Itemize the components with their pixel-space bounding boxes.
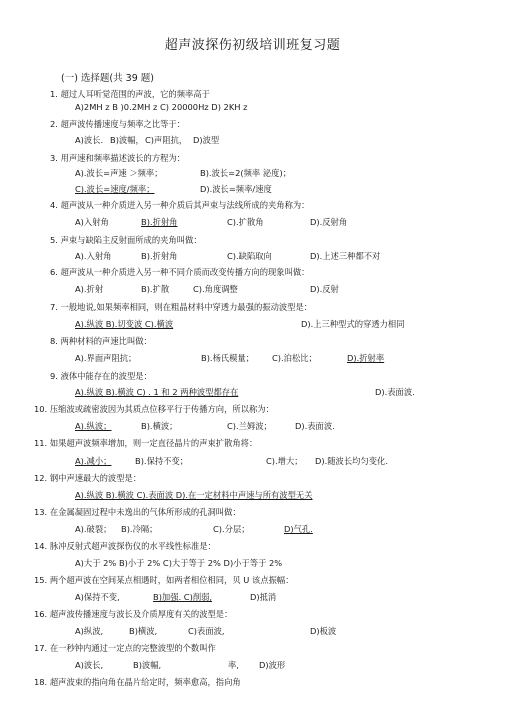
option-d: D).表面波. (295, 421, 335, 431)
option-d: D)板波 (310, 626, 337, 636)
question-stem: 在一秒钟内通过一定点的完整波型的个数叫作 (49, 643, 216, 653)
question-5-options (75, 250, 495, 262)
option-a: A).界面声阻抗； (75, 353, 137, 363)
option-a-b-c: A).纵波 B).横波 C) . 1 和 2 两种波型都存在 (75, 387, 239, 397)
question-stem: 压缩波或疏密波因为其质点位移平行于传播方向，所以称为： (49, 404, 274, 414)
option-a: A).减小； (75, 456, 112, 466)
question-17-options (75, 659, 495, 671)
question-stem: 脉冲反射式超声波探伤仪的水平线性标准是： (49, 541, 216, 551)
option-a: A)纵波, (75, 626, 104, 636)
question-7 (50, 301, 312, 313)
question-11-options (75, 455, 495, 467)
question-number: 16. (34, 609, 48, 619)
question-2-options (75, 134, 495, 146)
question-stem: 两个超声波在空间某点相遇时，如两者相位相同，贝 U 该点振幅： (49, 575, 294, 585)
question-stem: 钢中声速最大的波型是： (49, 473, 142, 483)
option-b-c: B)加强. C)削弱, (153, 592, 213, 602)
option-c: C).波长=速度/频率； (75, 184, 155, 194)
question-14 (34, 540, 216, 552)
option-d: D)波形 (259, 660, 286, 670)
question-8 (50, 335, 152, 347)
question-stem: 超声波从一种介质进入另一种不同介质而改变传播方向的现象叫做： (60, 267, 310, 277)
question-15-options (75, 591, 495, 603)
option-a: A)保持不变, (75, 592, 120, 602)
option-d: D).表面波. (375, 387, 415, 397)
option-d: D)波型 (193, 135, 220, 145)
question-5 (50, 234, 202, 246)
question-number: 9. (50, 371, 58, 381)
option-d: D).上述三种都不对 (310, 251, 381, 261)
option-c: C).增大； (266, 456, 303, 466)
question-1 (50, 88, 210, 100)
option-line: A)大于 2% B)小于 2% C)大于等于 2% D)小于等于 2% (75, 558, 283, 568)
question-stem: 超声波传播速度与波长及介质厚度有关的波型是： (49, 609, 233, 619)
option-c: C).分层； (213, 524, 250, 534)
option-a: A).波长=声速 ＞频率； (75, 168, 163, 178)
question-15 (34, 574, 294, 586)
option-b: B).折射角 (141, 217, 178, 227)
document-title: 超声波探伤初级培训班复习题 (164, 38, 341, 53)
question-18 (34, 676, 241, 688)
option-a: A)波长. (75, 135, 104, 145)
question-1-options (75, 102, 495, 114)
option-d: D)气孔. (284, 524, 313, 534)
question-6-options (75, 283, 495, 295)
option-d: D).上三种型式的穿透力相同 (301, 319, 405, 329)
section-heading: (一) 选择题(共 39 题) (61, 73, 154, 84)
option-d: D).波长=频率/速度 (200, 184, 272, 194)
option-b: B).杨氏模量； (201, 353, 255, 363)
question-number: 11. (34, 438, 48, 448)
question-number: 7. (50, 302, 58, 312)
option-c: C).扩散角 (227, 217, 264, 227)
option-a: A)入射角 (75, 217, 109, 227)
question-7-options (75, 318, 495, 330)
question-number: 12. (34, 473, 48, 483)
option-b: B).折射角 (141, 251, 178, 261)
option-a: A).纵波； (75, 421, 112, 431)
question-number: 8. (50, 336, 58, 346)
question-stem: 两种材料的声速比叫做： (60, 336, 152, 346)
question-stem: 超声波传播速度与频率之比等于： (60, 119, 186, 129)
option-c: C).缺陷取向 (227, 251, 272, 261)
option-a: A).破裂； (75, 524, 112, 534)
option-b: B).冷隔； (121, 524, 158, 534)
option-b: B).保持不变； (135, 456, 189, 466)
option-b: B).波长=2(频率 泌度)； (200, 168, 291, 178)
option-d: D)抵消 (250, 592, 277, 602)
question-stem: 超声波束的指向角在晶片给定时，频率愈高，指向角 (49, 677, 241, 687)
option-c: C).泊松比； (272, 353, 317, 363)
question-number: 4. (50, 200, 58, 210)
option-b: B)波幅， (110, 135, 144, 145)
question-number: 14. (34, 541, 48, 551)
option-line: A)2MH z B )0.2MH z C) 20000Hz D) 2KH z (75, 102, 248, 112)
question-stem: 超过人耳听觉范围的声波，它的频率高于 (60, 89, 210, 99)
question-stem: 液体中能存在的波型是： (60, 371, 152, 381)
option-d: D).折射率 (347, 353, 385, 363)
option-b: B).扩散 (141, 284, 170, 294)
option-b: B)波幅, (133, 660, 162, 670)
option-a: A).折射 (75, 284, 104, 294)
question-11 (34, 437, 257, 449)
question-2 (50, 118, 185, 130)
question-10-options (75, 420, 495, 432)
question-17 (34, 642, 216, 654)
option-a: A).入射角 (75, 251, 112, 261)
question-number: 3. (50, 153, 58, 163)
question-4 (50, 199, 309, 211)
question-16 (34, 608, 232, 620)
question-stem: 如果超声波频率增加，则一定直径晶片的声束扩散角将： (49, 438, 258, 448)
question-4-options (75, 216, 495, 228)
question-number: 5. (50, 235, 58, 245)
option-d: D).随波长均匀变化. (315, 456, 388, 466)
question-stem: 超声波从一种介质进入另一种介质后其声束与法线所成的夹角称为： (60, 200, 310, 210)
option-a-b-c: A).纵波 B).切变波 C).横波 (75, 319, 174, 329)
option-b: B).横波； (141, 421, 178, 431)
question-6 (50, 266, 309, 278)
question-13-options (75, 523, 495, 535)
question-3-options-row2 (75, 183, 495, 195)
question-9 (50, 370, 152, 382)
question-stem: 声束与缺陷主反射面所成的夹角叫做： (60, 235, 202, 245)
option-d: D).反射角 (310, 217, 348, 227)
question-12 (34, 472, 141, 484)
question-number: 6. (50, 267, 58, 277)
question-14-options (75, 557, 495, 569)
question-number: 1. (50, 89, 58, 99)
question-3 (50, 152, 185, 164)
question-9-options (75, 386, 495, 398)
question-8-options (75, 352, 495, 364)
question-12-options (75, 489, 495, 501)
question-stem: 一般地说,如果频率相同，则在粗晶材料中穿透力最强的振动波型是： (60, 302, 313, 312)
question-number: 10. (34, 404, 48, 414)
option-c: 率, (228, 660, 239, 670)
question-10 (34, 403, 274, 415)
option-c: C)声阻抗， (145, 135, 188, 145)
question-3-options-row1 (75, 167, 495, 179)
option-c: C).角度调整 (193, 284, 238, 294)
question-stem: 在金属凝固过程中未逸出的气体所形成的孔洞叫做： (49, 507, 241, 517)
question-number: 13. (34, 507, 48, 517)
option-line: A).纵波 B).横波 C).表面波 D).在一定材料中声速与所有波型无关 (75, 490, 313, 500)
option-a: A)波长, (75, 660, 104, 670)
option-d: D).反射 (310, 284, 339, 294)
question-stem: 用声速和频率描述波长的方程为： (60, 153, 186, 163)
option-b: B)横波, (129, 626, 158, 636)
option-c: C).兰姆波； (227, 421, 272, 431)
question-16-options (75, 625, 495, 637)
question-number: 18. (34, 677, 48, 687)
question-13 (34, 506, 241, 518)
question-number: 2. (50, 119, 58, 129)
question-number: 17. (34, 643, 48, 653)
question-number: 15. (34, 575, 48, 585)
option-c: C)表面波, (188, 626, 225, 636)
